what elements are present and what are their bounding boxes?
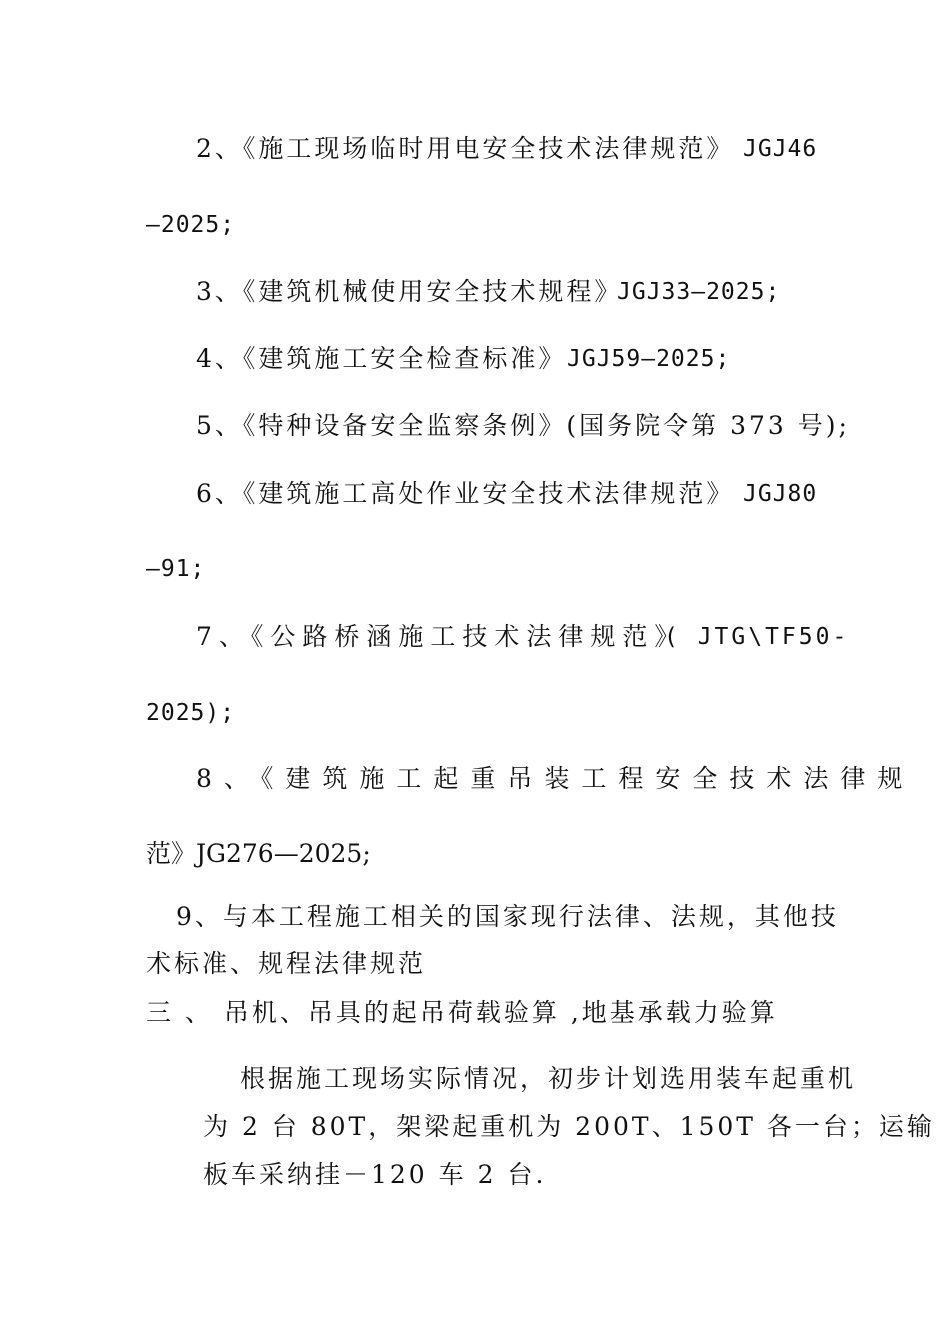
reference-item-6: 6、《建筑施工高处作业安全技术法律规范》 (196, 479, 735, 508)
reference-item-3-code: JGJ33—2025; (617, 279, 781, 305)
reference-item-8: 8、《建筑施工起重吊装工程安全技术法律规 (196, 764, 915, 793)
reference-item-3: 3、《建筑机械使用安全技术规程》 (196, 277, 623, 306)
reference-item-8-cont: 范》JG276—2025; (146, 839, 371, 868)
reference-item-7-year: 2025); (146, 700, 236, 726)
reference-item-7-code: ( JTG\TF50- (664, 624, 850, 650)
reference-item-4: 4、《建筑施工安全检查标准》 (196, 344, 567, 373)
reference-item-5: 5、《特种设备安全监察条例》(国务院令第 373 号); (196, 411, 850, 440)
section-heading-3: 三 、 吊机、吊具的起吊荷载验算 ,地基承载力验算 (146, 998, 778, 1027)
reference-item-6-year: —91; (146, 556, 206, 582)
reference-item-9-cont: 术标准、规程法律规范 (146, 949, 427, 978)
reference-item-2: 2、《施工现场临时用电安全技术法律规范》 (196, 134, 735, 163)
reference-item-7: 7、《公路桥涵施工技术法律规范》 (196, 622, 687, 651)
reference-item-9: 9、与本工程施工相关的国家现行法律、法规，其他技 (176, 902, 839, 931)
paragraph-line-1: 根据施工现场实际情况，初步计划选用装车起重机 (240, 1064, 857, 1093)
reference-item-2-year: —2025; (146, 212, 236, 238)
paragraph-line-2: 为 2 台 80T，架梁起重机为 200T、150T 各一台；运输 (203, 1112, 935, 1141)
reference-item-6-code: JGJ80 (743, 481, 818, 507)
reference-item-4-code: JGJ59—2025; (567, 346, 731, 372)
paragraph-line-3: 板车采纳挂－120 车 2 台. (203, 1160, 547, 1189)
reference-item-2-code: JGJ46 (743, 136, 818, 162)
